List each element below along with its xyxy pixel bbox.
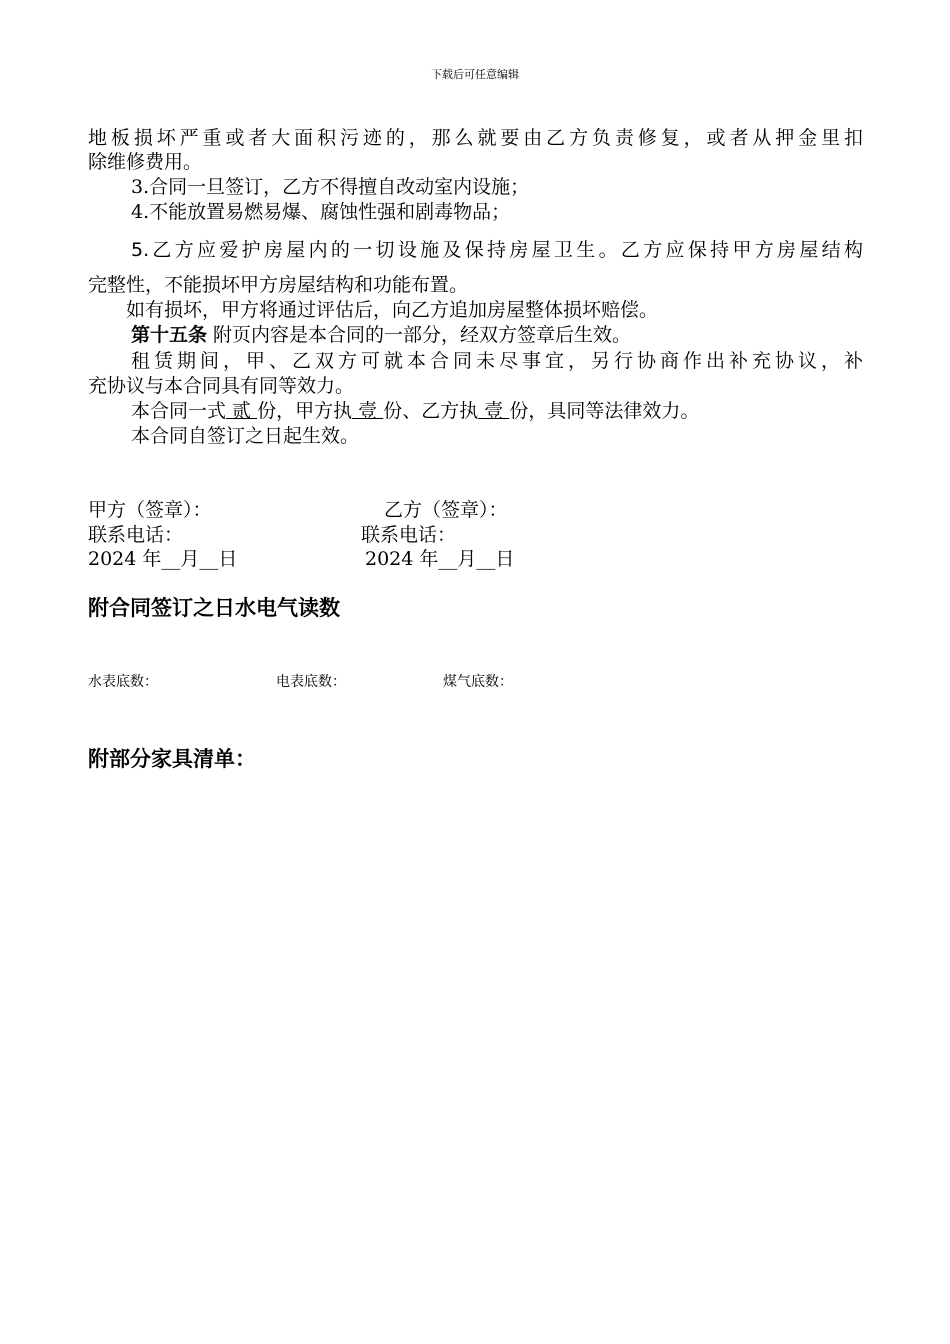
paragraph-line: 租赁期间，甲、乙双方可就本合同未尽事宜，另行协商作出补充协议，补: [131, 350, 863, 372]
copies-text: 份，具同等法律效力。: [509, 400, 700, 422]
party-a-seal: 甲方（签章）：: [88, 499, 212, 521]
copies-party-a: 壹: [352, 400, 384, 422]
copies-text: 份、乙方执: [383, 400, 479, 422]
party-b-phone: 联系电话：: [361, 524, 457, 546]
electric-reading-label: 电表底数：: [276, 674, 346, 690]
clause-item-5: [131, 238, 863, 262]
clause-item-3: 3.合同一旦签订，乙方不得擅自改动室内设施；: [131, 176, 530, 198]
readings-title: 附合同签订之日水电气读数: [88, 596, 340, 620]
damage-clause: 如有损坏，甲方将通过评估后，向乙方追加房屋整体损坏赔偿。: [126, 299, 659, 321]
party-a-phone: 联系电话：: [88, 524, 184, 546]
effective-clause: 本合同自签订之日起生效。: [131, 425, 360, 447]
party-a-date: 2024 年__月__日: [88, 548, 238, 570]
paragraph-line: 充协议与本合同具有同等效力。: [88, 375, 355, 397]
paragraph-line: 完整性，不能损坏甲方房屋结构和功能布置。: [88, 274, 469, 296]
copies-text: 本合同一式: [131, 400, 227, 422]
furniture-list-title: 附部分家具清单：: [88, 747, 256, 771]
clause-item-5-bold: 5.乙方应爱护房屋内的一切设施及保持房屋卫生。: [131, 239, 621, 261]
article-15-label: 第十五条: [131, 324, 208, 346]
header-note: 下载后可任意编辑: [431, 68, 519, 81]
clause-item-4: 4.不能放置易燃易爆、腐蚀性强和剧毒物品；: [131, 201, 511, 223]
copies-clause: [131, 399, 699, 423]
article-15-text: 附页内容是本合同的一部分，经双方签章后生效。: [207, 324, 632, 346]
party-b-seal: 乙方（签章）：: [384, 499, 508, 521]
paragraph-line: 地板损坏严重或者大面积污迹的，那么就要由乙方负责修复，或者从押金里扣: [88, 127, 863, 149]
copies-party-b: 壹: [478, 400, 510, 422]
article-15: [131, 323, 631, 347]
clause-item-5-rest: 乙方应保持甲方房屋结构: [620, 239, 863, 261]
gas-reading-label: 煤气底数：: [443, 674, 513, 690]
party-b-date: 2024 年__月__日: [365, 548, 515, 570]
copies-total: 贰: [226, 400, 258, 422]
water-reading-label: 水表底数：: [88, 674, 158, 690]
copies-text: 份，甲方执: [257, 400, 353, 422]
paragraph-line: 除维修费用。: [88, 151, 203, 173]
